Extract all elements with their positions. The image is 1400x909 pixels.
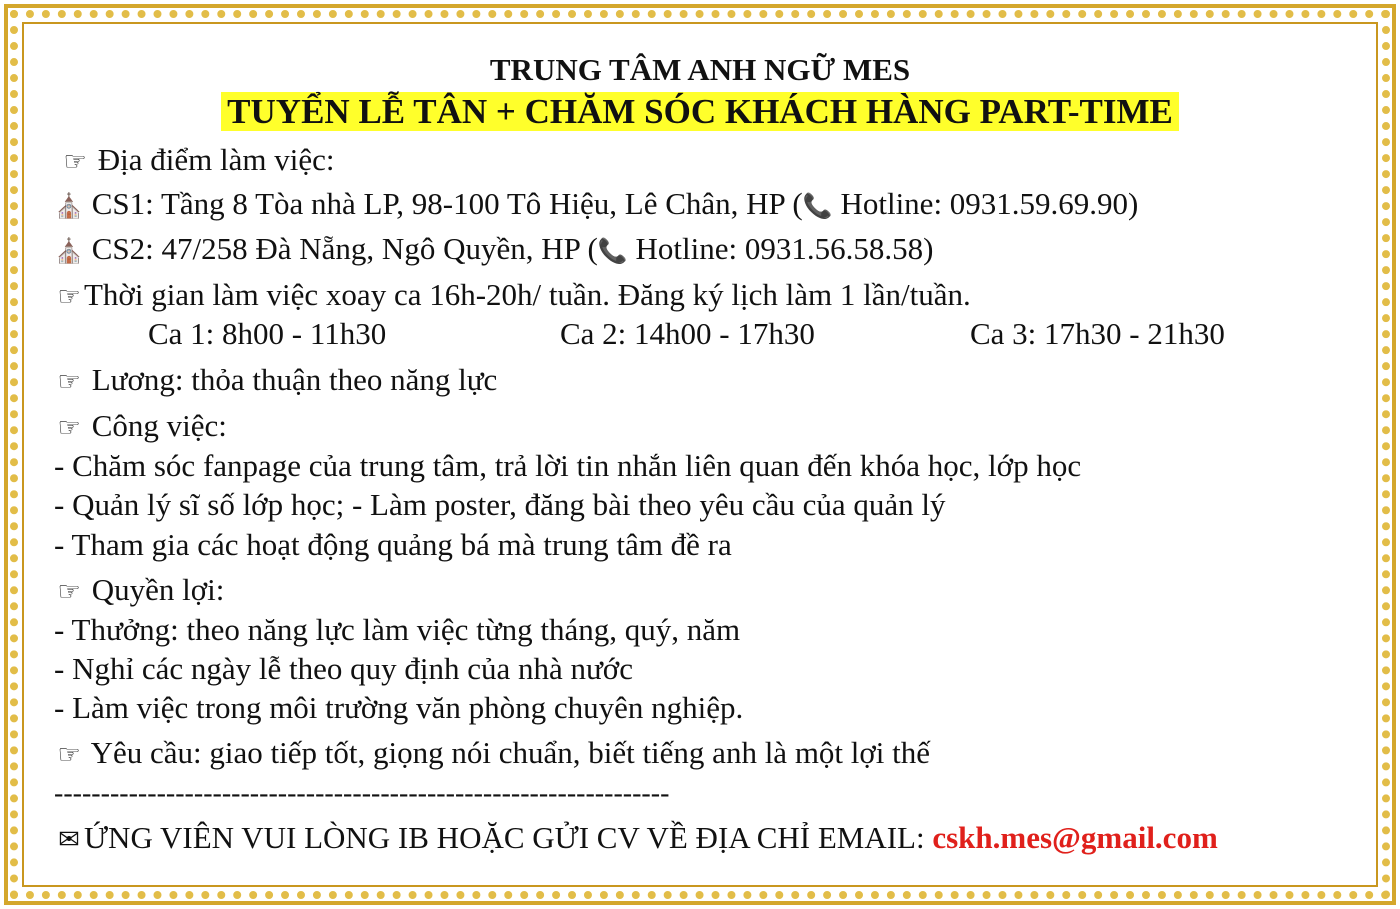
schedule-line: [54, 277, 971, 315]
tower-icon: ⛪: [54, 237, 84, 265]
campus-1-address: CS1: Tầng 8 Tòa nhà LP, 98-100 Tô Hiệu, Lê Chân, HP (: [91, 186, 803, 221]
salary-text: Lương: thỏa thuận theo năng lực: [91, 362, 498, 397]
benefit-item: - Làm việc trong môi trường văn phòng chuyên nghiệp.: [54, 690, 744, 725]
pointing-hand-icon: ☞: [57, 740, 81, 770]
campus-2-line: [54, 231, 933, 269]
duty-item: - Tham gia các hoạt động quảng bá mà trung tâm đề ra: [54, 527, 732, 562]
campus-1-hotline: Hotline: 0931.59.69.90): [840, 186, 1139, 221]
duty-item: - Chăm sóc fanpage của trung tâm, trả lời tin nhắn liên quan đến khóa học, lớp học: [54, 448, 1082, 483]
campus-2-address: CS2: 47/258 Đà Nẵng, Ngô Quyền, HP (: [91, 231, 598, 266]
job-title-highlight: TUYỂN LỄ TÂN + CHĂM SÓC KHÁCH HÀNG PART-TIME: [221, 92, 1179, 131]
duty-item: - Quản lý sĩ số lớp học; - Làm poster, đăng bài theo yêu cầu của quản lý: [54, 487, 946, 522]
shift-2: Ca 2: 14h00 - 17h30: [560, 316, 815, 351]
apply-text: ỨNG VIÊN VUI LÒNG IB HOẶC GỬI CV VỀ ĐỊA CHỈ EMAIL:: [84, 820, 933, 855]
location-heading: [60, 142, 334, 180]
requirements-text: Yêu cầu: giao tiếp tốt, giọng nói chuẩn, biết tiếng anh là một lợi thế: [90, 735, 931, 770]
requirements-line: [54, 735, 930, 773]
salary-line: [54, 362, 497, 400]
campus-1-line: [54, 186, 1138, 224]
envelope-icon: ✉: [58, 825, 80, 855]
location-label: Địa điểm làm việc:: [97, 142, 335, 177]
shift-1: Ca 1: 8h00 - 11h30: [148, 316, 387, 351]
shift-3: Ca 3: 17h30 - 21h30: [970, 316, 1225, 351]
benefits-heading: [54, 572, 224, 610]
phone-icon: 📞: [597, 237, 628, 265]
pointing-hand-icon: ☞: [57, 282, 81, 312]
campus-2-hotline: Hotline: 0931.56.58.58): [635, 231, 934, 266]
duties-heading: [54, 408, 227, 446]
benefits-label: Quyền lợi:: [91, 572, 225, 607]
schedule-text: Thời gian làm việc xoay ca 16h-20h/ tuần. Đăng ký lịch làm 1 lần/tuần.: [84, 277, 971, 312]
pointing-hand-icon: ☞: [57, 367, 81, 397]
benefit-item: - Nghỉ các ngày lễ theo quy định của nhà nước: [54, 651, 633, 686]
tower-icon: ⛪: [54, 192, 84, 220]
benefit-item: - Thưởng: theo năng lực làm việc từng tháng, quý, năm: [54, 612, 741, 647]
contact-email: cskh.mes@gmail.com: [932, 820, 1218, 855]
duties-label: Công việc:: [91, 408, 227, 443]
pointing-hand-icon: ☞: [57, 413, 81, 443]
pointing-hand-icon: ☞: [57, 577, 81, 607]
divider: ------------------------------------------------------------------: [54, 778, 670, 809]
pointing-hand-icon: ☞: [63, 147, 87, 177]
center-title: TRUNG TÂM ANH NGỮ MES: [489, 52, 911, 87]
apply-line: [54, 820, 1218, 858]
job-title: [0, 92, 1400, 132]
phone-icon: 📞: [802, 192, 833, 220]
